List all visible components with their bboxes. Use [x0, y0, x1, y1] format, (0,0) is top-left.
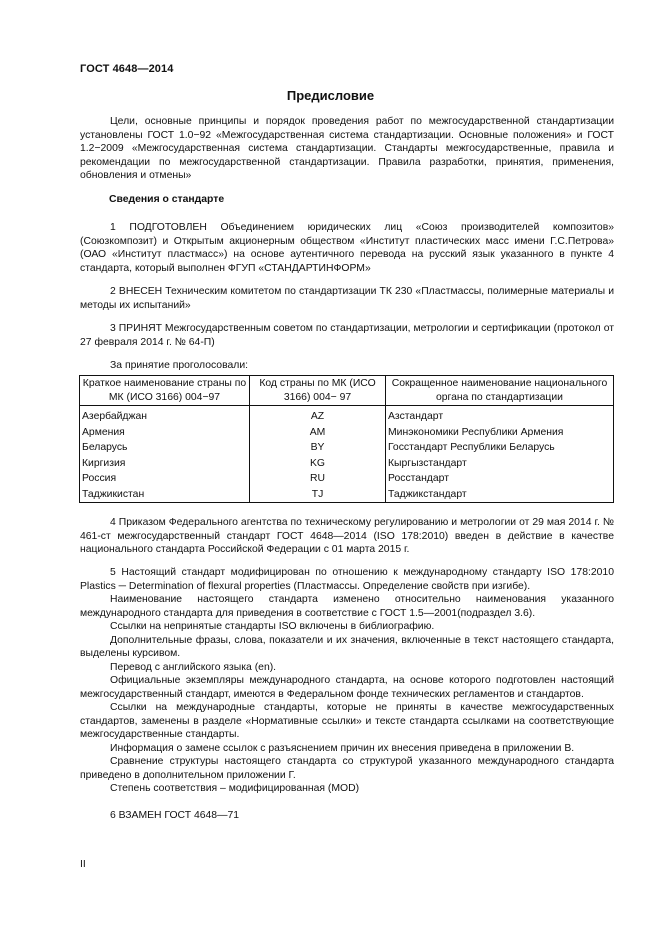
body-cell: Минэкономики Республики Армения [386, 425, 614, 441]
country-cell: Киргизия [80, 456, 250, 472]
country-cell: Беларусь [80, 440, 250, 456]
item-5-paragraph: Ссылки на непринятые стандарты ISO включены в библиографию. [110, 621, 435, 632]
section-subtitle: Сведения о стандарте [109, 194, 225, 205]
item-5-paragraph: Наименование настоящего стандарта изменено относительно наименования указанного международного стандарта для приведения в соответствие с ГОСТ 1.5—2001(подраздел 3.6). [80, 594, 614, 619]
country-cell: Россия [80, 471, 250, 487]
body-cell: Госстандарт Республики Беларусь [386, 440, 614, 456]
table-row [80, 406, 614, 425]
item-2-paragraph: 2 ВНЕСЕН Техническим комитетом по стандартизации ТК 230 «Пластмассы, полимерные материалы и методы их испытаний» [80, 286, 614, 311]
code-cell: BY [250, 440, 386, 456]
body-cell: Кыргызстандарт [386, 456, 614, 472]
column-header-body: Сокращенное наименование национального органа по стандартизации [386, 376, 614, 406]
item-5-paragraph: Официальные экземпляры международного стандарта, на основе которого подготовлен настоящий межгосударственный стандарт, имеются в Федеральном фонде технических регламентов и стандартов. [80, 675, 614, 700]
item-5-paragraph: Дополнительные фразы, слова, показатели и их значения, включенные в текст настоящего стандарта, выделены курсивом. [80, 634, 614, 659]
table-row [80, 487, 614, 503]
code-cell: RU [250, 471, 386, 487]
item-5-paragraph: Информация о замене ссылок с разъяснением причин их внесения приведена в приложении В. [110, 742, 575, 754]
country-cell: Таджикистан [80, 487, 250, 503]
body-cell: Росстандарт [386, 471, 614, 487]
table-row [80, 456, 614, 472]
item-5-paragraph: Ссылки на международные стандарты, которые не приняты в качестве межгосударственных стандартов, заменены в разделе «Нормативные ссылки» и тексте стандарта ссылками на соответствующие межгосударственные стандарты. [80, 702, 614, 740]
country-cell: Азербайджан [80, 406, 250, 425]
code-cell: TJ [250, 487, 386, 503]
item-4-paragraph: 4 Приказом Федерального агентства по техническому регулированию и метрологии от 29 мая 2014 г. № 461-ст межгосударственный стандарт ГОСТ 4648—2014 (ISO 178:2010) введен в действие в качестве национального стандарта Российской Федерации с 01 марта 2015 г. [80, 517, 614, 555]
code-cell: AM [250, 425, 386, 441]
country-cell: Армения [80, 425, 250, 441]
voting-countries-table [79, 375, 614, 503]
item-5-paragraph: Степень соответствия – модифицированная (MOD) [110, 783, 360, 794]
table-row [80, 440, 614, 456]
item-1-paragraph: 1 ПОДГОТОВЛЕН Объединением юридических лиц «Союз производителей композитов» (Союзкомпозит) и Открытым акционерным обществом «Институт пластических масс имени Г.С.Петрова» (ОАО «Институт пластмасс») на основе аутентичного перевода на русский язык указанного в пункте 4 стандарта, который выполнен ФГУП «СТАНДАРТИНФОРМ» [80, 222, 614, 274]
table-header-row [80, 376, 614, 406]
body-cell: Таджикстандарт [386, 487, 614, 503]
table-row [80, 425, 614, 441]
item-6-paragraph: 6 ВЗАМЕН ГОСТ 4648—71 [110, 810, 240, 821]
document-code-header: ГОСТ 4648—2014 [80, 63, 174, 75]
page-title: Предисловие [286, 88, 375, 103]
column-header-country: Краткое наименование страны по МК (ИСО 3166) 004−97 [80, 376, 250, 406]
page-number: II [80, 859, 86, 870]
item-5-paragraph: 5 Настоящий стандарт модифицирован по отношению к международному стандарту ISO 178:2010 Plastics ─ Determination of flexural properties (Пластмассы. Определение свойств при изгибе). [80, 567, 614, 592]
column-header-code: Код страны по МК (ИСО 3166) 004− 97 [250, 376, 386, 406]
item-3-paragraph: 3 ПРИНЯТ Межгосударственным советом по стандартизации, метрологии и сертификации (протокол от 27 февраля 2014 г. № 64-П) [80, 323, 614, 348]
code-cell: KG [250, 456, 386, 472]
vote-caption: За принятие проголосовали: [110, 360, 249, 371]
intro-paragraph: Цели, основные принципы и порядок проведения работ по межгосударственной стандартизации установлены ГОСТ 1.0−92 «Межгосударственная система стандартизации. Основные положения» и ГОСТ 1.2−2009 «Межгосударственная система стандартизации. Стандарты межгосударственные, правила и рекомендации по межгосударственной стандартизации. Правила разработки, принятия, применения, обновления и отмены» [80, 116, 614, 181]
code-cell: AZ [250, 406, 386, 425]
item-5-paragraph: Сравнение структуры настоящего стандарта со структурой указанного международного стандарта приведено в дополнительном приложении Г. [80, 756, 614, 781]
table-row [80, 471, 614, 487]
item-5-paragraph: Перевод с английского языка (en). [110, 661, 277, 673]
body-cell: Азстандарт [386, 406, 614, 425]
item-5-section [80, 566, 614, 796]
